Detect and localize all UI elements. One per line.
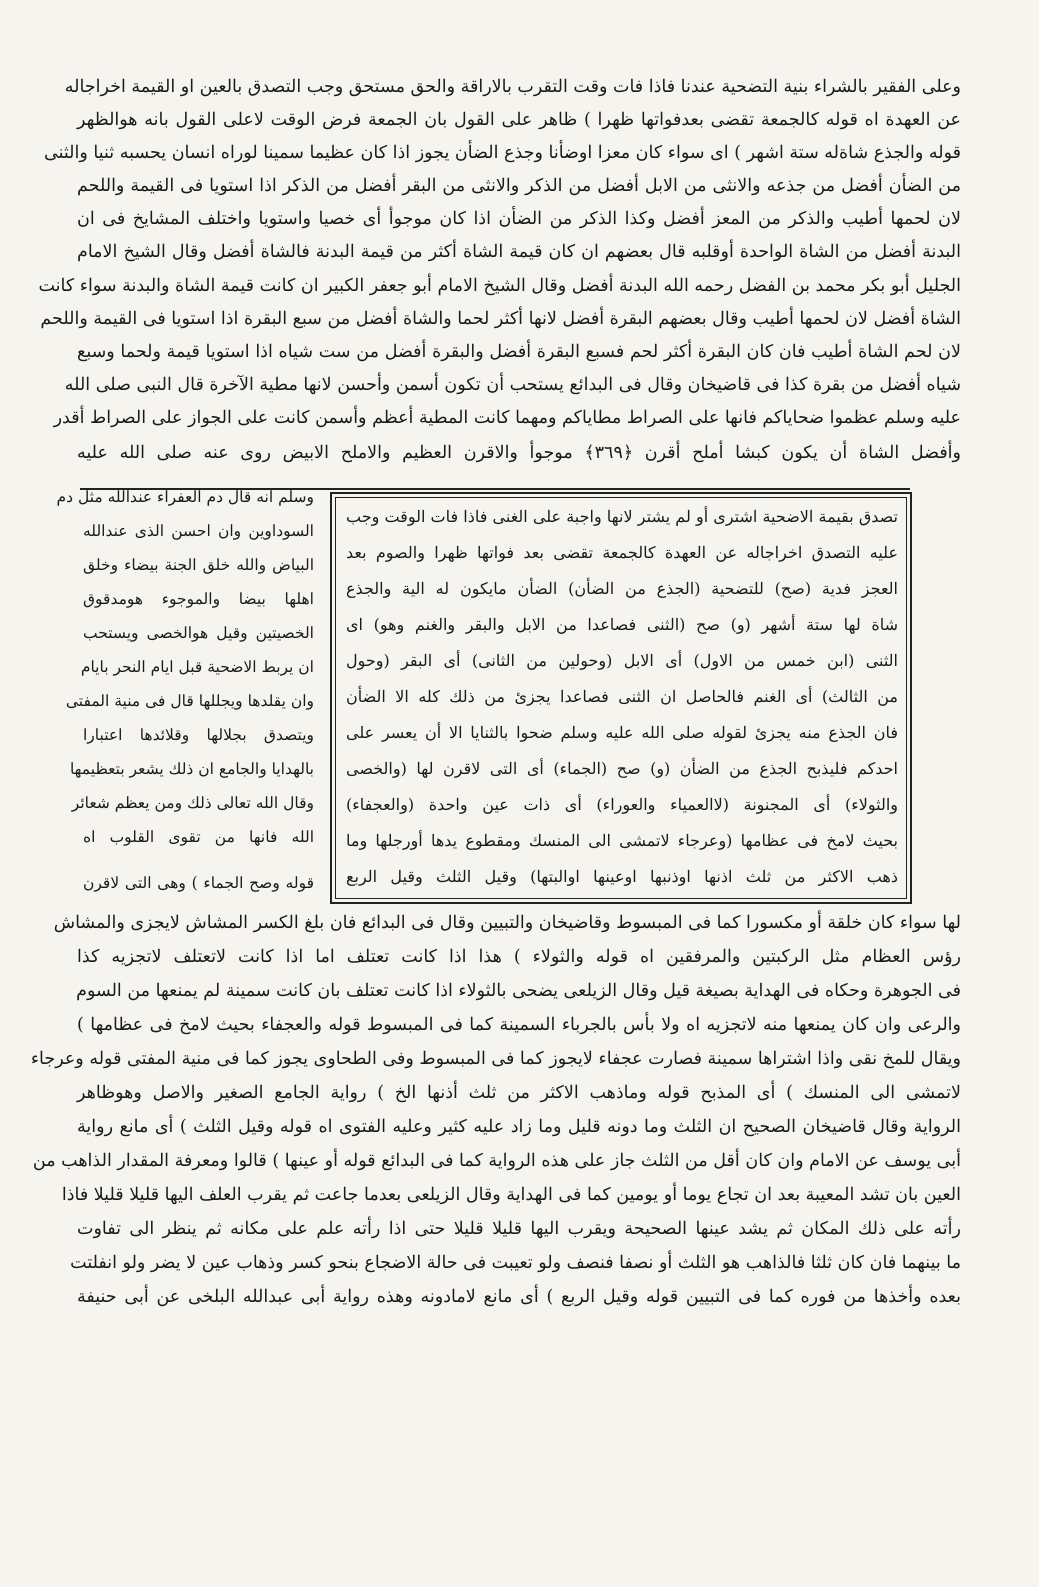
text-line: فى الجوهرة وحكاه فى الهداية بصيغة قيل وقال الزيلعى يضحى بالثولاء اذا كانت تعتلف بان كانت سمينة لم يمنعها من السوم <box>76 981 961 1001</box>
text-line: وأفضل الشاة أن يكون كبشا أملح أقرن ﴿٣٦٩﴾ موجوأ والاقرن العظيم والاملح الابيض روى عنه صلى الله عليه <box>77 443 961 463</box>
text-line: لها سواء كان خلقة أو مكسورا كما فى المبسوط وقاضيخان والتبيين وقال فى البدائع فان بلغ الكسر المشاش لايجزى والمشاش <box>53 913 961 933</box>
side-line: وقال الله تعالى ذلك ومن يعظم شعائر <box>71 794 314 812</box>
main-text-box <box>330 492 912 904</box>
text-line: رأته على ذلك المكان ثم يشد عينها الصحيحة ويقرب اليها قليلا قليلا حتى اذا رأته علم على مكانه ثم ينظر الى تفاوت <box>77 1219 961 1239</box>
side-line: بالهدايا والجامع ان ذلك يشعر بتعظيمها <box>69 760 314 778</box>
side-line: ويتصدق بجلالها وقلائدها اعتبارا <box>83 726 314 744</box>
text-line: بعده وأخذها من فوره كما فى التبيين قوله وقيل الربع ) أى مانع لامادونه وهذه رواية أبى عبدالله البلخى عن أبى حنيفة <box>77 1287 961 1307</box>
text-line: البدنة أفضل من الشاة الواحدة أوقلبه قال بعضهم ان كان قيمة الشاة أكثر من قيمة البدنة فالشاة أفضل وقال الشيخ الامام <box>77 242 961 262</box>
side-line: وسلم انه قال دم العفراء عندالله مثل دم <box>56 488 314 506</box>
text-line: العين بان تشد المعيبة بعد ان تجاع يوما أو يومين كما فى الهداية وقال الزيلعى بعدما جاعت ثم يقرب العلف اليها قليلا قليلا فاذا <box>61 1185 961 1205</box>
text-line: من الضأن أفضل من جذعه والانثى من الابل أفضل من الذكر والانثى من البقر أفضل من الذكر اذا استويا فى القيمة واللحم <box>77 176 961 196</box>
side-line: السوداوين وان احسن الذى عندالله <box>83 522 314 540</box>
text-line: لاتمشى الى المنسك ) أى المذبح قوله وماذهب الاكثر من ثلث أذنها الخ ) رواية الجامع الصغير والاصل وهوظاهر <box>77 1083 961 1103</box>
box-line: العجز فدية (صح) للتضحية (الجذع من الضأن) الضأن مايكون له الية والجذع <box>346 579 898 598</box>
text-line: لان لحمها أطيب والذكر من المعز أفضل وكذا الذكر من الضأن اذا كان موجوأ أى خصيا واستويا واختلف المشايخ فى ان <box>77 209 961 229</box>
box-line: والثولاء) أى المجنونة (لاالعمياء والعوراء) أى ذات عين واحدة (والعجفاء) <box>346 795 898 814</box>
box-line: تصدق بقيمة الاضحية اشترى أو لم يشتر لانها واجبة على الغنى فاذا فات الوقت وجب <box>346 507 898 526</box>
text-line: والرعى وان كان يمنعها منه لاتجزيه اه ولا بأس بالجرباء السمينة كما فى المبسوط قوله والعجفاء بحيث لامخ فى عظامها ) <box>77 1015 961 1035</box>
side-line: الله فانها من تقوى القلوب اه <box>83 828 314 846</box>
box-line: فان الجذع منه يجزئ لقوله صلى الله عليه وسلم ضحوا بالثنايا الا أن يعسر على <box>346 723 898 742</box>
side-line: ان يربط الاضحية قبل ايام النحر بايام <box>80 658 314 676</box>
box-line: من الثالث) أى الغنم فالحاصل ان الثنى فصاعدا يجزئ من ذلك كله الا الضأن <box>346 687 898 706</box>
text-line: الجليل أبو بكر محمد بن الفضل رحمه الله البدنة أفضل وقال الشيخ الامام أبو جعفر الكبير ان كانت قيمة الشاة والبدنة سواء كانت <box>38 276 961 296</box>
side-line: الخصيتين وقيل هوالخصى ويستحب <box>83 624 314 642</box>
text-line: شياه أفضل من بقرة كذا فى قاضيخان وقال فى البدائع يستحب أن تكون أسمن وأحسن لانها مطية الآخرة قال النبى صلى الله <box>64 375 961 395</box>
text-line: ويقال للمخ نقى واذا اشتراها سمينة فصارت عجفاء لايجوز كما فى المبسوط وفى الطحاوى يجوز كما فى منية المفتى قوله وعرجاء <box>30 1049 961 1069</box>
text-line: عليه وسلم عظموا ضحاياكم فانها على الصراط مطاياكم ومهما كانت المطية أعظم وأسمن كانت على الجواز على الصراط أقدر <box>53 408 961 428</box>
box-line: عليه التصدق اخراجاله عن العهدة كالجمعة تقضى بعد فواتها ظهرا والصوم بعد <box>346 543 898 562</box>
text-line: ما بينهما فان كان ثلثا فالذاهب هو الثلث أو نصفا فنصف ولو تعيبت فى حالة الاضجاع بنحو كسر وذهاب عين لا يضر ولو انفلتت <box>70 1253 961 1273</box>
box-line: الثنى (ابن خمس من الاول) أى الابل (وحولين من الثانى) أى البقر (وحول <box>346 651 898 670</box>
text-line: عن العهدة اه قوله كالجمعة تقضى بعدفواتها ظهرا ) ظاهر على القول بان الجمعة فرض الوقت لاعلى القول بانه هوالظهر <box>77 110 961 130</box>
text-line: لان لحم الشاة أطيب فان كان البقرة أكثر لحم فسبع البقرة أفضل والبقرة أفضل من ست شياه اذا استويا قيمة ولحما وسبع <box>77 342 961 362</box>
text-line: رؤس العظام مثل الركبتين والمرفقين اه قوله والثولاء ) هذا اذا كانت تعتلف اما اذا كانت لاتعتلف لاتجزيه كذا <box>77 947 961 967</box>
box-line: ذهب الاكثر من ثلث اذنها اوذنبها اوعينها اوالبتها) وقيل الثلث وقيل الربع <box>346 867 898 886</box>
text-line: الشاة أفضل لان لحمها أطيب وقال بعضهم البقرة أفضل لانها أكثر لحما والشاة أفضل من سبع البقرة اذا استويا فى القيمة واللحم <box>40 309 961 329</box>
side-line: البياض والله خلق الجنة بيضاء وخلق <box>83 556 314 574</box>
side-line: قوله وصح الجماء ) وهى التى لاقرن <box>83 874 314 892</box>
side-line: اهلها بيضا والموجوء هومدقوق <box>83 590 314 608</box>
text-line: أبى يوسف عن الامام وان كان أقل من الثلث جاز على هذه الرواية كما فى البدائع قوله أو عينها ) قالوا ومعرفة المقدار الذاهب من <box>32 1151 961 1171</box>
box-line: بحيث لامخ فى عظامها (وعرجاء لاتمشى الى المنسك ومقطوع يدها أورجلها وما <box>346 831 898 850</box>
box-line: شاة لها ستة أشهر (و) صح (الثنى فصاعدا من الابل والبقر والغنم وهو) اى <box>346 615 898 634</box>
text-line: الرواية وقال قاضيخان الصحيح ان الثلث وما دونه قليل وما زاد عليه كثير وعليه الفتوى اه قوله وقيل الثلث ) أى مانع رواية <box>77 1117 961 1137</box>
box-line: احدكم فليذبح الجذع من الضأن (و) صح (الجماء) أى التى لاقرن لها (والخصى <box>346 759 898 778</box>
side-line: وان يقلدها ويجللها قال فى منية المفتى <box>65 692 314 710</box>
text-line: وعلى الفقير بالشراء بنية التضحية عندنا فاذا فات وقت التقرب بالاراقة والحق مستحق وجب التصدق بالعين او القيمة اخراجاله <box>64 77 961 97</box>
text-line: قوله والجذع شاةله ستة اشهر ) اى سواء كان معزا اوضأنا وجذع الضأن يجوز اذا كان عظيما سمينا لوراه انسان يحسبه ثنيا والثنى <box>44 143 961 163</box>
